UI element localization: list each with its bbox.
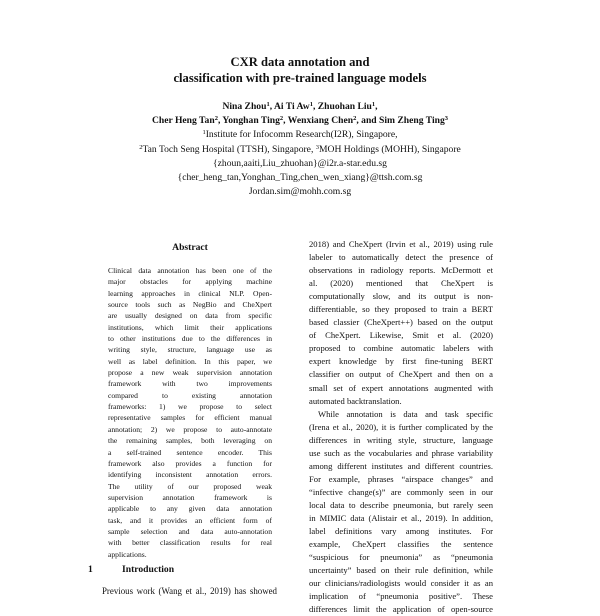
author-affiliation-sup: 2 xyxy=(279,115,284,123)
author-name: Nina Zhou xyxy=(222,101,267,112)
author-name: Sim Zheng Ting xyxy=(379,115,445,127)
paragraph-line: “suspicious for pneumonia” as “pneumonia xyxy=(309,552,493,563)
affiliation-1-sup: 1 xyxy=(202,129,206,137)
email-line-2: {cher_heng_tan,Yonghan_Ting,chen_wen_xiang}@ttsh.com.sg xyxy=(177,172,423,184)
author-block xyxy=(0,100,600,199)
author-name: Ai Ti Aw xyxy=(273,101,310,112)
abstract-line: with better classification results for real xyxy=(108,538,272,548)
abstract-line: framework with two improvements xyxy=(108,379,272,389)
section-title: Introduction xyxy=(122,564,175,575)
abstract-line: Clinical data annotation has been one of the xyxy=(108,266,272,275)
paragraph-line: expert knowledge by first fine-tuning BERT xyxy=(309,356,493,367)
paragraph-line: local data to describe pneumonia, but rarely seen xyxy=(309,499,493,510)
abstract-line: writing style, structure, language use as xyxy=(108,345,272,355)
paragraph-line: labeler to automatically detect the presence of xyxy=(309,252,493,263)
abstract-line: applications. xyxy=(108,549,147,559)
paragraph-line: al. (2020) mentioned that CheXpert is xyxy=(309,278,493,289)
introduction-heading xyxy=(88,564,174,575)
author-affiliation-sup: 1 xyxy=(266,101,270,108)
abstract-line: supervision annotation framework is xyxy=(108,492,272,502)
paragraph-line: classifier on output of CheXpert and then on a xyxy=(309,369,493,380)
abstract-line: propose a new weak supervision annotation xyxy=(108,368,272,378)
abstract-heading: Abstract xyxy=(172,242,208,253)
abstract-line: framework also provides a function for xyxy=(108,458,272,468)
abstract-line: The utility of our proposed weak xyxy=(108,481,272,491)
email-line-3: Jordan.sim@mohh.com.sg xyxy=(248,186,352,198)
affiliation-2 xyxy=(0,143,600,157)
paragraph-line: based classier (CheXpert++) based on the output xyxy=(309,317,493,328)
author-name: Yonghan Ting xyxy=(222,115,280,127)
author-affiliation-sup: 2 xyxy=(353,115,357,123)
author-separator: , xyxy=(312,101,318,112)
abstract-body xyxy=(108,265,272,560)
paragraph-line: of CheXpert. Likewise, Smit et al. (2020) xyxy=(309,330,493,341)
affiliation-1 xyxy=(0,128,600,142)
abstract-line: source tools such as NegBio and CheXpert xyxy=(108,300,272,310)
abstract-line: frameworks: 1) we propose to select xyxy=(108,402,272,412)
abstract-line: well as label definition. In this paper, we xyxy=(108,356,272,366)
affiliation-2-sup: 2 xyxy=(139,143,143,151)
author-affiliation-sup: 3 xyxy=(444,115,449,123)
author-name: Wenxiang Chen xyxy=(287,115,354,127)
paragraph-line: 2018) and CheXpert (Irvin et al., 2019) using rule xyxy=(309,239,493,249)
abstract-line: the remaining samples, both leveraging on xyxy=(108,436,272,446)
abstract-line: to other institutions due to the differences in xyxy=(108,334,272,344)
paragraph-line: our clinicians/radiologists would consider it as an xyxy=(309,578,493,589)
section-number: 1 xyxy=(88,564,93,575)
author-names-line-1 xyxy=(0,100,600,114)
abstract-line: sample selection and data auto-annotation xyxy=(108,526,272,536)
author-separator: , and xyxy=(356,115,380,127)
author-affiliation-sup: 1 xyxy=(371,101,376,108)
paragraph-line: example, CheXpert classifies the sentence xyxy=(309,539,493,550)
paragraph-line: small set of expert annotations augmented with xyxy=(309,382,493,393)
affiliation-3-sup: 3 xyxy=(315,143,319,151)
title-line-1: CXR data annotation and xyxy=(230,55,370,69)
abstract-line: annotation; 2) we propose to auto-annotate xyxy=(108,424,272,434)
right-column-body xyxy=(309,238,493,616)
abstract-line: task, and it provides an efficient form of xyxy=(108,515,272,525)
paragraph-line: proposed to combine automatic labelers with xyxy=(309,343,493,354)
abstract-line: identifying inconsistent annotation errors. xyxy=(108,470,272,480)
abstract-line: compared to existing annotation xyxy=(108,390,272,400)
abstract-line: are usually designed on data from specific xyxy=(108,311,272,321)
author-affiliation-sup: 2 xyxy=(214,115,218,123)
abstract-line: major obstacles for applying machine xyxy=(108,277,272,287)
paragraph-line: differentiable, so they proposed to train a BERT xyxy=(309,304,493,315)
affiliation-1-text: Institute for Infocomm Research(I2R), Singapore, xyxy=(205,129,398,141)
introduction-first-line: Previous work (Wang et al., 2019) has showed xyxy=(102,586,277,596)
paragraph-line: differences limit the application of open-source xyxy=(309,604,493,615)
author-names-line-2 xyxy=(0,114,600,128)
author-separator: , xyxy=(375,101,378,112)
paragraph-line: uncertainty” based on their rule definition, while xyxy=(309,565,493,576)
paragraph-line: use such as the vocabularies and phrase variability xyxy=(309,447,493,458)
affiliation-2-text: Tan Toch Seng Hospital (TTSH), Singapore, xyxy=(142,143,316,155)
paragraph-line: For example, phrases “airspace changes” and xyxy=(309,473,493,484)
paragraph-line: “infective change(s)” are commonly seen in our xyxy=(309,486,493,497)
author-separator: , xyxy=(269,101,274,112)
email-line-1: {zhoun,aaiti,Liu_zhuohan}@i2r.a-star.edu.sg xyxy=(213,157,387,169)
abstract-line: institutions, which limit their applications xyxy=(108,322,272,332)
paragraph-line: computationally slow, and its output is non- xyxy=(309,291,493,302)
abstract-line: a self-trained sentence encoder. This xyxy=(108,447,272,457)
paragraph-line: (Irena et al., 2020), it is further complicated by the xyxy=(309,421,493,432)
paragraph-line: differences in writing style, structure, language xyxy=(309,434,493,445)
title-line-2: classification with pre-trained language models xyxy=(173,71,427,85)
paper-title xyxy=(0,54,600,86)
paragraph-line: among different institutes and different countries. xyxy=(309,460,493,471)
author-affiliation-sup: 1 xyxy=(309,101,313,108)
paragraph-line: automated backtranslation. xyxy=(309,395,402,406)
paragraph-line: implication of “pneumonia positive”. These xyxy=(309,591,493,602)
author-name: Cher Heng Tan xyxy=(151,115,215,127)
author-name: Zhuohan Liu xyxy=(317,101,372,112)
paragraph-line: in MIMIC data (Alistair et al., 2019). In addition, xyxy=(309,512,493,523)
author-separator: , xyxy=(283,115,288,127)
abstract-line: learning approaches in clinical NLP. Open- xyxy=(108,288,272,298)
author-separator: , xyxy=(217,115,223,127)
paragraph-line: While annotation is data and task specific xyxy=(318,408,493,419)
affiliation-3-text: MOH Holdings (MOHH), Singapore xyxy=(319,143,461,155)
abstract-line: representative samples for efficient manual xyxy=(108,413,272,423)
paragraph-line: label definitions vary among institutes. For xyxy=(309,526,493,537)
paragraph-line: observations in radiology reports. McDermott et xyxy=(309,265,493,276)
abstract-line: applicable to any given data annotation xyxy=(108,504,272,514)
